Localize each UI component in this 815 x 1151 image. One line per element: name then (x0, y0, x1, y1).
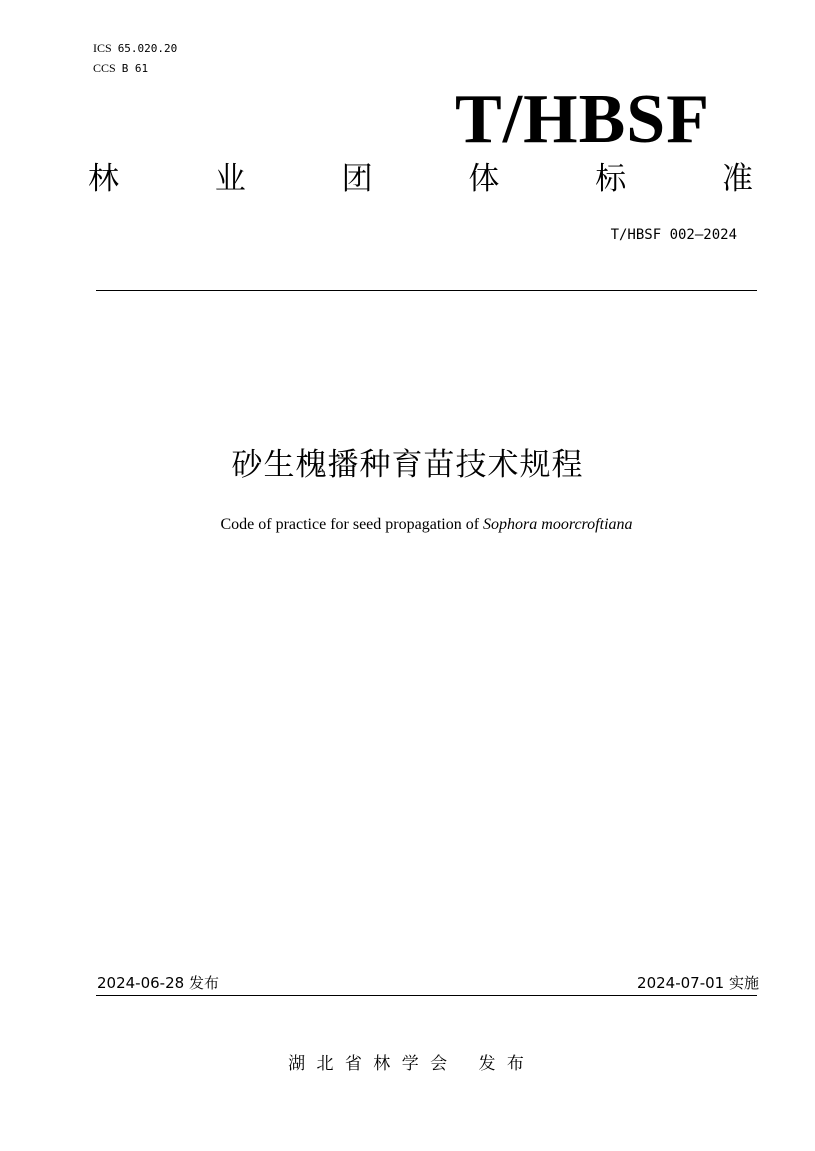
issue-date: 2024-06-28 发布 (97, 974, 219, 992)
ccs-label: CCS (93, 61, 116, 75)
standard-number: T/HBSF 002—2024 (610, 227, 737, 243)
header-divider (96, 290, 757, 291)
title-en-species: Sophora moorcroftiana (483, 516, 633, 533)
standard-type (88, 158, 753, 200)
standard-type-char: 标 (595, 161, 627, 197)
ics-code (93, 41, 177, 56)
ics-label: ICS (93, 41, 112, 55)
ics-value: 65.020.20 (117, 42, 178, 55)
document-title-zh: 砂生槐播种育苗技术规程 (231, 447, 584, 483)
standard-logo: T/HBSF (455, 81, 710, 158)
standard-type-char: 团 (341, 161, 373, 197)
publisher: 湖 北 省 林 学 会 发 布 (288, 1054, 527, 1074)
standard-type-char: 准 (721, 161, 753, 197)
standard-type-char: 业 (214, 161, 246, 197)
footer-divider (96, 995, 757, 996)
ccs-value: B 61 (121, 62, 149, 75)
ccs-code (93, 61, 148, 76)
document-title-en (0, 514, 815, 536)
standard-type-char: 体 (468, 161, 500, 197)
title-en-prefix: Code of practice for seed propagation of (220, 516, 480, 533)
implementation-date: 2024-07-01 实施 (637, 974, 759, 992)
standard-type-char: 林 (88, 161, 119, 197)
